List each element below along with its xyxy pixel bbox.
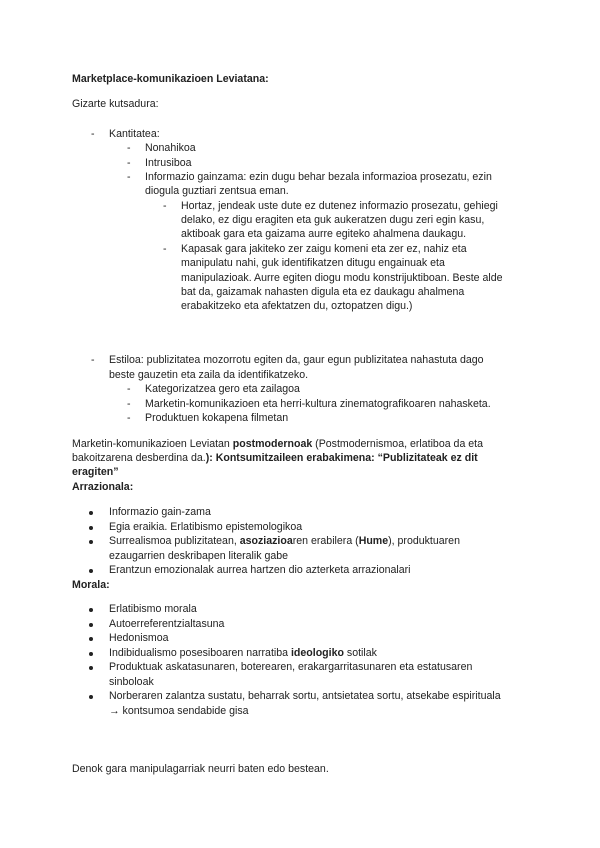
bullet-dot <box>89 666 93 670</box>
sub-item-line: aktiboak gara eta gaizama aurre egiteko ahalmena daukagu. <box>181 228 467 240</box>
list-item: Kategorizatzea gero eta zailagoa <box>145 383 300 395</box>
dash-bullet: - <box>127 412 131 424</box>
list-item: Nonahikoa <box>145 142 196 154</box>
dash-bullet: - <box>127 142 131 154</box>
list-item: Hedonismoa <box>109 632 169 644</box>
list-item: Marketin-komunikazioen eta herri-kultura zinematografikoaren nahasketa. <box>145 398 491 410</box>
list-item: Surrealismoa publizitatean, asoziazioaren erabilera (Hume), produktuaren <box>109 535 460 547</box>
dash-bullet: - <box>91 128 95 140</box>
list-item: Informazio gain-zama <box>109 506 211 518</box>
list-item: Indibidualismo posesiboaren narratiba ideologiko sotilak <box>109 647 377 659</box>
bullet-dot <box>89 540 93 544</box>
sub-item-line: erabakitzeko eta afektatzen du, oztopatzen digu.) <box>181 300 413 312</box>
dash-bullet: - <box>127 398 131 410</box>
bullet-dot <box>89 695 93 699</box>
morala-heading: Morala: <box>72 579 110 591</box>
list-item: Egia eraikia. Erlatibismo epistemologikoa <box>109 521 303 533</box>
bullet-dot <box>89 511 93 515</box>
info-line-2: diogula guztiari zentsua eman. <box>145 185 289 197</box>
list-item-continuation: sinboloak <box>109 676 154 688</box>
arrazionala-heading: Arrazionala: <box>72 481 134 493</box>
list-item-continuation: ezaugarrien deskribapen literalik gabe <box>109 550 289 562</box>
list-item: Produktuen kokapena filmetan <box>145 412 289 424</box>
list-item: Autoerreferentzialtasuna <box>109 618 225 630</box>
paragraph-line-1: Marketin-komunikazioen Leviatan postmodernoak (Postmodernismoa, erlatiboa da eta <box>72 438 484 450</box>
closing-line: Denok gara manipulagarriak neurri baten edo bestean. <box>72 763 329 775</box>
dash-bullet: - <box>127 171 131 183</box>
list-item: Intrusiboa <box>145 157 192 169</box>
bullet-dot <box>89 569 93 573</box>
estiloa-line-1: Estiloa: publizitatea mozorrotu egiten da, gaur egun publizitatea nahastuta dago <box>109 354 484 366</box>
list-item: Norberaren zalantza sustatu, beharrak sortu, antsietatea sortu, atsekabe espirituala <box>109 690 501 702</box>
sub-item-line: manipulatu nahi, guk identifikatzen ditugu engainuak eta <box>181 257 445 269</box>
list-item-continuation: → kontsumoa sendabide gisa <box>109 705 249 717</box>
dash-bullet: - <box>91 354 95 366</box>
list-item: Erlatibismo morala <box>109 603 197 615</box>
dash-bullet: - <box>127 157 131 169</box>
paragraph-line-2: bakoitzarena desberdina da.): Kontsumitzaileen erabakimena: “Publizitateak ez dit <box>72 452 478 464</box>
bullet-dot <box>89 526 93 530</box>
sub-item-line: Hortaz, jendeak uste dute ez dutenez informazio prosezatu, gehiegi <box>181 200 498 212</box>
document-title: Marketplace-komunikazioen Leviatana: <box>72 73 269 85</box>
estiloa-line-2: beste gauzetin eta zaila da identifikatzeko. <box>109 369 309 381</box>
list-item: Produktuak askatasunaren, boterearen, erakargarritasunaren eta estatusaren <box>109 661 473 673</box>
kantitatea-label: Kantitatea: <box>109 128 160 140</box>
bullet-dot <box>89 608 93 612</box>
sub-item-line: bat da, gaizamak nahasten digula eta ez daukagu ahalmena <box>181 286 465 298</box>
emphasis: postmodernoak <box>232 438 313 450</box>
emphasis: ): Kontsumitzaileen erabakimena: “Publizitateak ez dit <box>205 452 478 464</box>
bullet-dot <box>89 623 93 627</box>
sub-item-line: manipulazioak. Aurre egiten diogu modu konstrijuktiboan. Beste alde <box>181 272 503 284</box>
subtitle: Gizarte kutsadura: <box>72 98 159 110</box>
paragraph-line-3: eragiten” <box>72 466 119 478</box>
list-item: Erantzun emozionalak aurrea hartzen dio azterketa arrazionalari <box>109 564 411 576</box>
dash-bullet: - <box>163 243 167 255</box>
dash-bullet: - <box>163 200 167 212</box>
bullet-dot <box>89 652 93 656</box>
bullet-dot <box>89 637 93 641</box>
sub-item-line: Kapasak gara jakiteko zer zaigu komeni eta zer ez, nahiz eta <box>181 243 467 255</box>
info-line-1: Informazio gainzama: ezin dugu behar bezala informazioa prosezatu, ezin <box>145 171 492 183</box>
sub-item-line: delako, ez digu eragiten eta guk aukeratzen dugu zeri egin kasu, <box>181 214 485 226</box>
dash-bullet: - <box>127 383 131 395</box>
